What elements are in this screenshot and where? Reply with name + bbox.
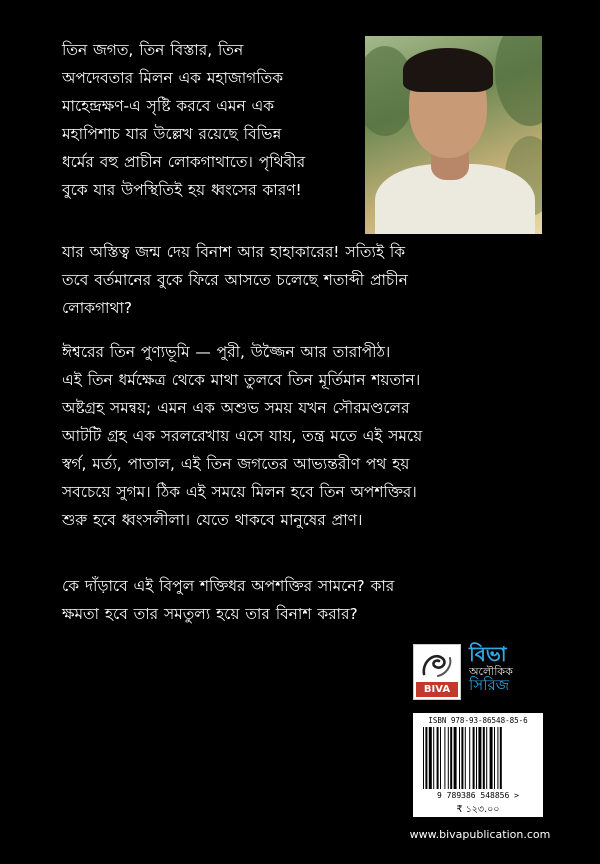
blurb-line: যার অস্তিত্ব জন্ম দেয় বিনাশ আর হাহাকারের! সত্যিই কি bbox=[62, 243, 406, 261]
blurb-line: তিন জগত, তিন বিস্তার, তিন bbox=[62, 41, 244, 59]
blurb-line: ধর্মের বহু প্রাচীন লোকগাথাতে। পৃথিবীর bbox=[62, 153, 306, 171]
blurb-line: লোকগাথা? bbox=[62, 299, 133, 317]
swirl-icon bbox=[420, 650, 454, 680]
barcode-icon bbox=[421, 727, 535, 789]
blurb-line: অপদেবতার মিলন এক মহাজাগতিক bbox=[62, 69, 283, 87]
blurb-paragraph-1 bbox=[62, 36, 352, 204]
price: ₹ ১২৩.০০ bbox=[456, 804, 500, 815]
blurb-line: মহাপিশাচ যার উল্লেখ রয়েছে বিভিন্ন bbox=[62, 125, 282, 143]
blurb-line: কে দাঁড়াবে এই বিপুল শক্তিধর অপশক্তির সামনে? কার bbox=[62, 577, 395, 595]
blurb-line: ক্ষমতা হবে তার সমতুল্য হয়ে তার বিনাশ করার? bbox=[62, 605, 358, 623]
blurb-paragraph-2 bbox=[62, 238, 542, 322]
blurb-line: সবচেয়ে সুগম। ঠিক এই সময়ে মিলন হবে তিন অপশক্তির। bbox=[62, 483, 417, 501]
blurb-paragraph-4 bbox=[62, 572, 542, 628]
barcode-digits: 9 789386 548856 > bbox=[437, 791, 519, 800]
biva-logo-icon bbox=[413, 644, 461, 700]
logo-line-2: অলৌকিক bbox=[469, 665, 513, 678]
blurb-line: শুরু হবে ধ্বংসলীলা। যেতে থাকবে মানুষের প্রাণ। bbox=[62, 511, 363, 529]
blurb-paragraph-3 bbox=[62, 338, 542, 534]
publisher-logo bbox=[413, 644, 541, 704]
blurb-line: স্বর্গ, মর্ত্য, পাতাল, এই তিন জগতের আভ্যন্তরীণ পথ হয় bbox=[62, 455, 410, 473]
logo-line-1: বিভা bbox=[469, 642, 507, 666]
blurb-line: আটটি গ্রহ এক সরলরেখায় এসে যায়, তন্ত্র মতে এই সময়ে bbox=[62, 427, 423, 445]
blurb-line: মাহেন্দ্রক্ষণ-এ সৃষ্টি করবে এমন এক bbox=[62, 97, 275, 115]
blurb-line: এই তিন ধর্মক্ষেত্র থেকে মাথা তুলবে তিন মূর্তিমান শয়তান। bbox=[62, 371, 421, 389]
blurb-line: বুকে যার উপস্থিতিই হয় ধ্বংসের কারণ! bbox=[62, 181, 302, 199]
website-url: www.bivapublication.com bbox=[409, 828, 551, 841]
logo-box-name: BIVA bbox=[416, 682, 458, 697]
blurb-line: অষ্টগ্রহ সমন্বয়; এমন এক অশুভ সময় যখন সৌরমণ্ডলের bbox=[62, 399, 410, 417]
isbn-label: ISBN 978-93-86548-85-6 bbox=[428, 716, 528, 725]
isbn-barcode-box bbox=[413, 713, 543, 817]
author-photo bbox=[365, 36, 542, 234]
blurb-line: তবে বর্তমানের বুকে ফিরে আসতে চলেছে শতাব্দী প্রাচীন bbox=[62, 271, 408, 289]
logo-line-3: সিরিজ bbox=[469, 676, 510, 694]
blurb-line: ঈশ্বরের তিন পুণ্যভূমি — পুরী, উজ্জৈন আর তারাপীঠ। bbox=[62, 343, 391, 361]
